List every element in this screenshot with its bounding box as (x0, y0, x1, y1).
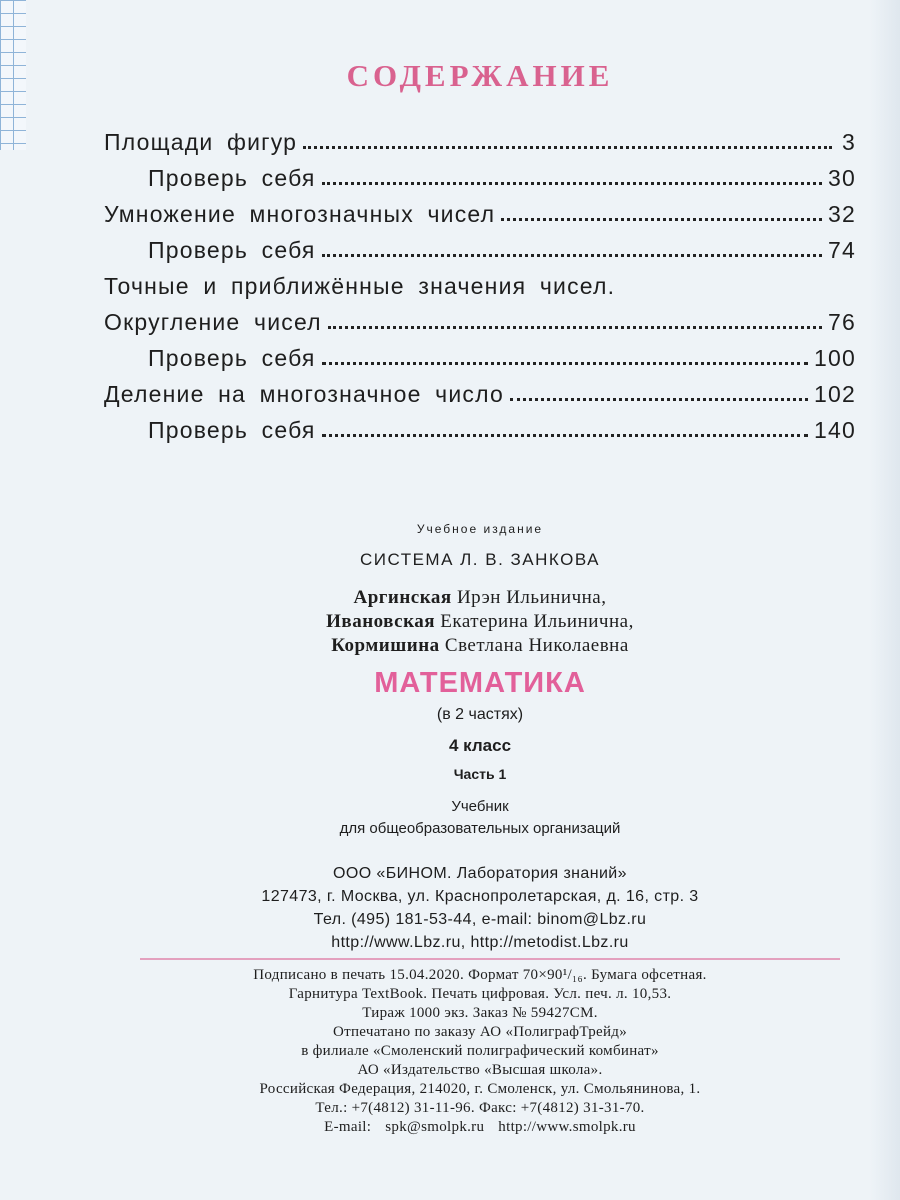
author-name: Светлана Николаевна (444, 635, 629, 656)
toc-leader-dots (328, 326, 822, 329)
toc-entry[interactable] (104, 300, 856, 336)
author-surname: Ивановская (326, 611, 436, 632)
print-detail-line: E-mail: spk@smolpk.ru http://www.smolpk.ru (324, 1119, 636, 1135)
author (0, 610, 900, 634)
toc-entry-page: 76 (828, 309, 856, 335)
toc-entry-page: 74 (828, 237, 856, 263)
publisher-contacts: Тел. (495) 181-53-44, e-mail: binom@Lbz.ru (313, 911, 647, 928)
author-name: Екатерина Ильинична, (440, 611, 634, 632)
author-surname: Аргинская (353, 587, 452, 608)
toc-entry-page: 32 (828, 201, 856, 227)
toc-entry-title: Проверь себя (148, 417, 316, 443)
toc-entry[interactable] (104, 408, 856, 444)
toc-leader-dots (322, 182, 822, 185)
toc-leader-dots (501, 218, 822, 221)
table-of-contents (104, 120, 856, 444)
toc-leader-dots (322, 434, 808, 437)
toc-entry[interactable] (104, 336, 856, 372)
toc-entry-page: 100 (814, 345, 856, 371)
toc-entry[interactable] (104, 228, 856, 264)
book-part-number: Часть 1 (453, 766, 507, 782)
toc-leader-dots (322, 362, 808, 365)
contents-title: СОДЕРЖАНИЕ (346, 58, 614, 93)
toc-entry-page: 140 (814, 417, 856, 443)
toc-entry[interactable] (104, 192, 856, 228)
toc-leader-dots (303, 146, 832, 149)
toc-entry-title: Точные и приближённые значения чисел. (104, 273, 616, 299)
author-surname: Кормишина (331, 635, 440, 656)
author (0, 586, 900, 610)
book-kind (0, 796, 900, 840)
print-details (0, 966, 900, 1137)
print-detail-line: Российская Федерация, 214020, г. Смоленск, ул. Смольянинова, 1. (259, 1081, 701, 1097)
publisher-address: 127473, г. Москва, ул. Краснопролетарская, д. 16, стр. 3 (261, 888, 699, 905)
author-name: Ирэн Ильинична, (456, 587, 607, 608)
book-title: МАТЕМАТИКА (374, 667, 586, 699)
edition-type: Учебное издание (416, 522, 544, 536)
author (0, 634, 900, 658)
toc-entry-title: Округление чисел (104, 309, 322, 335)
toc-entry-title: Умножение многозначных чисел (104, 201, 496, 227)
toc-entry[interactable] (104, 120, 856, 156)
publisher-info (0, 862, 900, 954)
book-grade: 4 класс (448, 736, 512, 755)
print-detail-line: Подписано в печать 15.04.2020. Формат 70×90¹/₁₆. Бумага офсетная. (253, 967, 707, 983)
book-kind-line: для общеобразовательных организаций (339, 820, 621, 837)
print-detail-line: Гарнитура TextBook. Печать цифровая. Усл. печ. л. 10,53. (288, 986, 672, 1002)
toc-entry-title: Проверь себя (148, 237, 316, 263)
print-detail-line: АО «Издательство «Высшая школа». (357, 1062, 603, 1078)
toc-entry[interactable] (104, 372, 856, 408)
toc-entry-title: Проверь себя (148, 345, 316, 371)
divider (140, 958, 840, 960)
print-detail-line: Тел.: +7(4812) 31-11-96. Факс: +7(4812) 31-31-70. (315, 1100, 645, 1116)
toc-entry[interactable] (104, 264, 856, 300)
publisher-name: ООО «БИНОМ. Лаборатория знаний» (333, 865, 627, 882)
toc-entry-page: 30 (828, 165, 856, 191)
toc-entry-title: Площади фигур (104, 129, 298, 155)
print-detail-line: в филиале «Смоленский полиграфический комбинат» (301, 1043, 659, 1059)
toc-entry-title: Деление на многозначное число (104, 381, 504, 407)
toc-leader-dots (510, 398, 808, 401)
print-detail-line: Отпечатано по заказу АО «ПолиграфТрейд» (332, 1024, 628, 1040)
book-parts: (в 2 частях) (436, 706, 524, 723)
toc-entry-page: 3 (842, 129, 856, 155)
toc-leader-dots (322, 254, 822, 257)
series-name: СИСТЕМА Л. В. ЗАНКОВА (360, 550, 600, 569)
publisher-websites: http://www.Lbz.ru, http://metodist.Lbz.ru (331, 934, 629, 951)
toc-entry-title: Проверь себя (148, 165, 316, 191)
toc-entry-page: 102 (814, 381, 856, 407)
print-detail-line: Тираж 1000 экз. Заказ № 59427СМ. (362, 1005, 598, 1021)
book-kind-line: Учебник (451, 798, 509, 815)
toc-entry[interactable] (104, 156, 856, 192)
authors (0, 586, 900, 658)
